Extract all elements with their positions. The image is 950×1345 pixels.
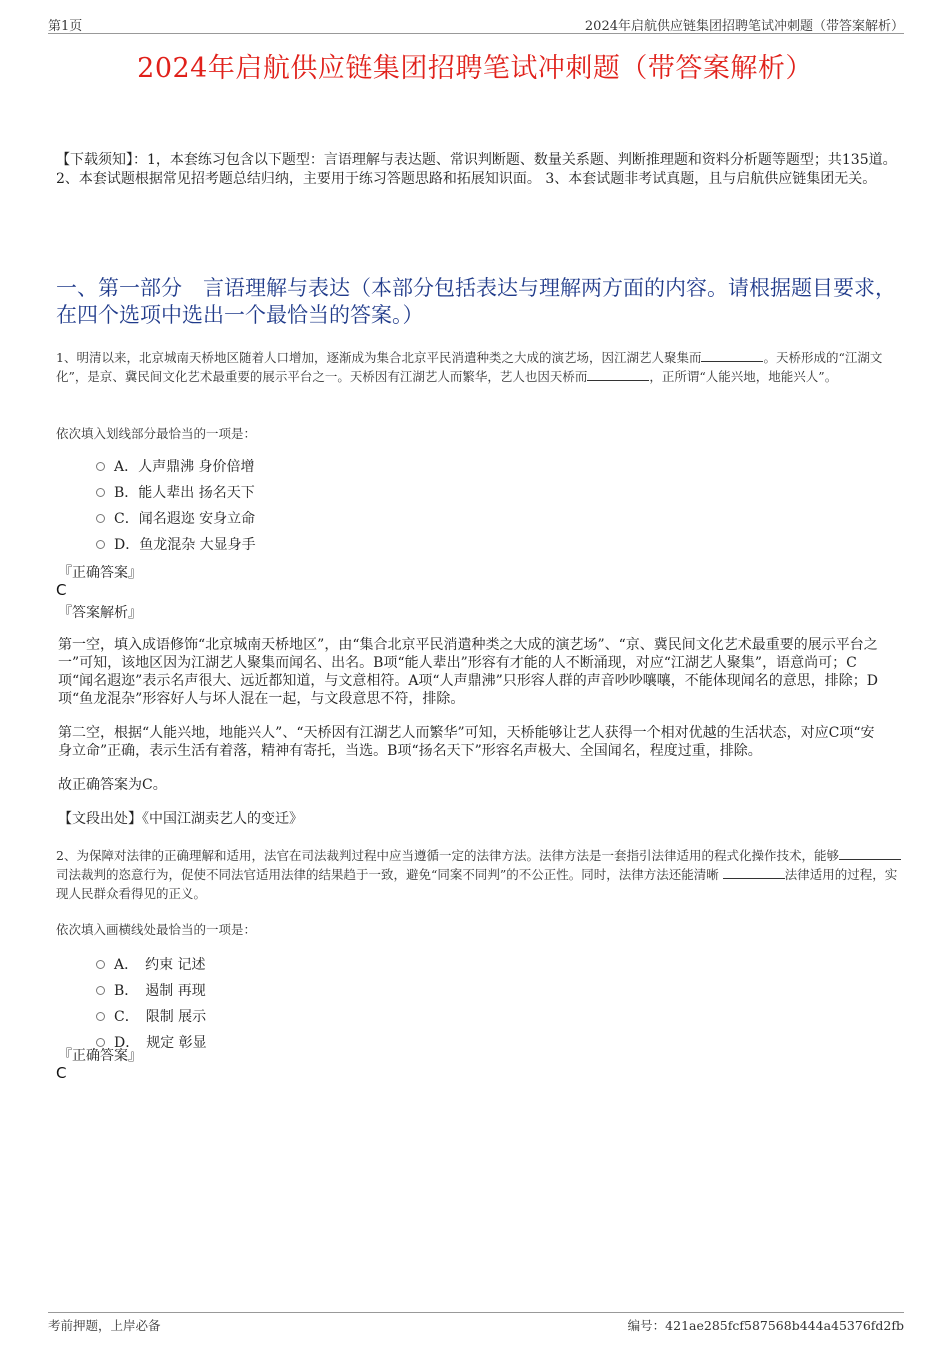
- radio-icon[interactable]: [96, 986, 105, 995]
- question-1-prompt: 依次填入划线部分最恰当的一项是：: [56, 426, 257, 441]
- question-1-answer-label: 『正确答案』: [58, 565, 142, 581]
- question-1-source: 【文段出处】《中国江湖卖艺人的变迁》: [58, 811, 303, 827]
- option-label: D． 规定 彰显: [114, 1035, 207, 1051]
- radio-icon[interactable]: [96, 488, 105, 497]
- footer-slogan: 考前押题，上岸必备: [48, 1318, 161, 1333]
- question-1-option-a[interactable]: [96, 456, 255, 476]
- question-1-option-d[interactable]: [96, 534, 256, 554]
- header-doc-title: 2024年启航供应链集团招聘笔试冲刺题（带答案解析）: [584, 19, 904, 34]
- radio-icon[interactable]: [96, 514, 105, 523]
- radio-icon[interactable]: [96, 462, 105, 471]
- question-2-text-part-c: 法律适用的过程，实现人民群众看得见的正义。: [56, 867, 898, 901]
- blank-2: [723, 866, 785, 879]
- question-1-analysis-paragraph-2: 第二空，根据“人能兴地，地能兴人”、“天桥因有江湖艺人而繁华”可知，天桥能够让艺人获得一个相对优越的生活状态，对应C项“安身立命”正确，表示生活有着落，精神有寄托，当选。B项“扬名天下”形容名声极大、全国闻名，程度过重，排除。: [58, 725, 875, 759]
- question-2-text-part-b: 司法裁判的恣意行为，促使不同法官适用法律的结果趋于一致，避免“同案不同判”的不公正性。同时，法律方法还能清晰: [56, 867, 723, 882]
- question-1-option-b[interactable]: [96, 482, 255, 502]
- option-label: A．人声鼎沸 身价倍增: [114, 459, 255, 475]
- option-label: B．能人辈出 扬名天下: [114, 485, 255, 501]
- footer-divider: [48, 1312, 904, 1313]
- question-1-answer: C: [56, 581, 67, 599]
- blank-2: [587, 368, 649, 381]
- download-notice: 【下载须知】：1，本套练习包含以下题型：言语理解与表达题、常识判断题、数量关系题、判断推理题和资料分析题等题型；共135道。 2、本套试题根据常见招考题总结归纳，主要用于练习答题思路和拓展知识面。 3、本套试题非考试真题，且与启航供应链集团无关。: [56, 152, 897, 187]
- question-2-answer-label: 『正确答案』: [58, 1048, 142, 1064]
- blank-1: [701, 349, 763, 362]
- header-divider: [48, 33, 904, 34]
- footer-document-id: 编号：421ae285fcf587568b444a45376fd2fb: [627, 1318, 904, 1333]
- blank-1: [839, 847, 901, 860]
- question-2-answer: C: [56, 1064, 67, 1082]
- document-title: 2024年启航供应链集团招聘笔试冲刺题（带答案解析）: [137, 53, 813, 84]
- question-2-text: [56, 846, 902, 903]
- question-1-option-c[interactable]: [96, 508, 255, 528]
- question-1-text-part-b: 。天桥形成的“江湖文化”，是京、冀民间文化艺术最重要的展示平台之一。天桥因有江湖艺人而繁华，艺人也因天桥而: [56, 350, 883, 384]
- option-label: C． 限制 展示: [114, 1009, 207, 1025]
- question-1-analysis-conclusion: 故正确答案为C。: [58, 777, 167, 793]
- radio-icon[interactable]: [96, 540, 105, 549]
- question-2-option-c[interactable]: [96, 1006, 206, 1026]
- question-2-option-a[interactable]: [96, 954, 206, 974]
- question-1-text: [56, 348, 902, 386]
- option-label: B． 遏制 再现: [114, 983, 206, 999]
- question-1-analysis-label: 『答案解析』: [58, 605, 142, 621]
- radio-icon[interactable]: [96, 1012, 105, 1021]
- section-title: 一、第一部分 言语理解与表达（本部分包括表达与理解两方面的内容。请根据题目要求，在四个选项中选出一个最恰当的答案。）: [56, 276, 896, 327]
- option-label: D．鱼龙混杂 大显身手: [114, 537, 256, 553]
- question-2-text-part-a: 2、为保障对法律的正确理解和适用，法官在司法裁判过程中应当遵循一定的法律方法。法律方法是一套指引法律适用的程式化操作技术，能够: [56, 848, 839, 863]
- radio-icon[interactable]: [96, 960, 105, 969]
- option-label: A． 约束 记述: [114, 957, 206, 973]
- option-label: C．闻名遐迩 安身立命: [114, 511, 256, 527]
- question-1-text-part-a: 1、明清以来，北京城南天桥地区随着人口增加，逐渐成为集合北京平民消遣种类之大成的演艺场，因江湖艺人聚集而: [56, 350, 702, 365]
- question-1-text-part-c: ，正所谓“人能兴地，地能兴人”。: [649, 369, 838, 384]
- question-2-prompt: 依次填入画横线处最恰当的一项是：: [56, 922, 257, 937]
- page-number: 第1页: [48, 19, 83, 34]
- question-2-option-b[interactable]: [96, 980, 206, 1000]
- question-1-analysis-paragraph-1: 第一空，填入成语修饰“北京城南天桥地区”，由“集合北京平民消遣种类之大成的演艺场”、“京、冀民间文化艺术最重要的展示平台之一”可知，该地区因为江湖艺人聚集而闻名、出名。B项“能人辈出”形容有才能的人不断涌现，对应“江湖艺人聚集”，语意尚可；C项“闻名遐迩”表示名声很大、远近都知道，与文意相符。A项“人声鼎沸”只形容人群的声音吵吵嚷嚷，不能体现闻名的意思，排除；D项“鱼龙混杂”形容好人与坏人混在一起，与文段意思不符，排除。: [58, 637, 878, 707]
